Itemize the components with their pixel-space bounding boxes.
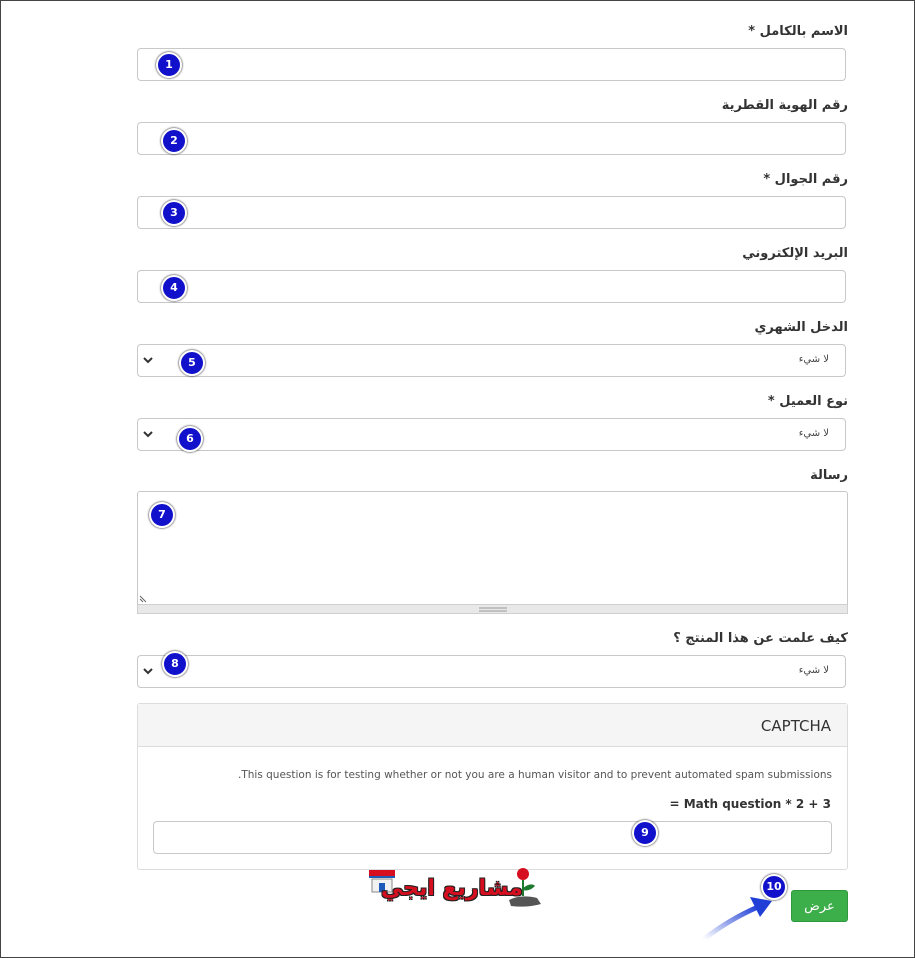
client-type-value: لا شيء (798, 428, 829, 439)
annotation-badge: 1 (156, 52, 182, 78)
annotation-badge: 10 (761, 874, 787, 900)
mobile-input[interactable] (137, 196, 846, 229)
monthly-income-select[interactable] (137, 344, 846, 377)
chevron-down-icon (142, 428, 154, 440)
grip-icon (479, 607, 507, 612)
monthly-income-label: الدخل الشهري (754, 320, 848, 335)
annotation-badge: 2 (161, 128, 187, 154)
resize-handle-icon[interactable] (139, 594, 148, 603)
arrow-icon (700, 893, 780, 943)
annotation-badge: 4 (161, 275, 187, 301)
annotation-badge: 7 (149, 502, 175, 528)
captcha-header (138, 704, 847, 747)
submit-button[interactable]: عرض (791, 890, 848, 922)
email-label: البريد الإلكتروني (742, 246, 848, 261)
national-id-label: رقم الهوية القطرية (721, 98, 848, 113)
message-textarea[interactable] (137, 491, 848, 605)
annotation-badge: 6 (177, 426, 203, 452)
source-select[interactable] (137, 655, 846, 688)
client-type-select[interactable] (137, 418, 846, 451)
logo-text: مشاريع ايجي (381, 876, 523, 901)
chevron-down-icon (142, 665, 154, 677)
captcha-title: CAPTCHA (760, 717, 831, 735)
annotation-badge: 8 (162, 651, 188, 677)
client-type-label: نوع العميل * (767, 394, 848, 409)
captcha-description: This question is for testing whether or not you are a human visitor and to prevent automated spam submissions. (238, 769, 832, 781)
email-input[interactable] (137, 270, 846, 303)
annotation-badge: 9 (632, 820, 658, 846)
math-answer-input[interactable] (153, 821, 832, 854)
chevron-down-icon (142, 354, 154, 366)
national-id-input[interactable] (137, 122, 846, 155)
annotation-badge: 5 (179, 350, 205, 376)
source-label: كيف علمت عن هذا المنتج ؟ (673, 631, 848, 646)
message-label: رسالة (810, 468, 848, 483)
source-value: لا شيء (798, 665, 829, 676)
full-name-label: الاسم بالكامل * (748, 24, 848, 39)
mobile-label: رقم الجوال * (763, 172, 848, 187)
textarea-grippie[interactable] (137, 604, 848, 614)
full-name-input[interactable] (137, 48, 846, 81)
annotation-badge: 3 (161, 200, 187, 226)
site-logo (367, 866, 545, 916)
math-question-label: Math question * 2 + 3 = (669, 797, 831, 811)
monthly-income-value: لا شيء (798, 354, 829, 365)
captcha-fieldset (137, 703, 848, 870)
